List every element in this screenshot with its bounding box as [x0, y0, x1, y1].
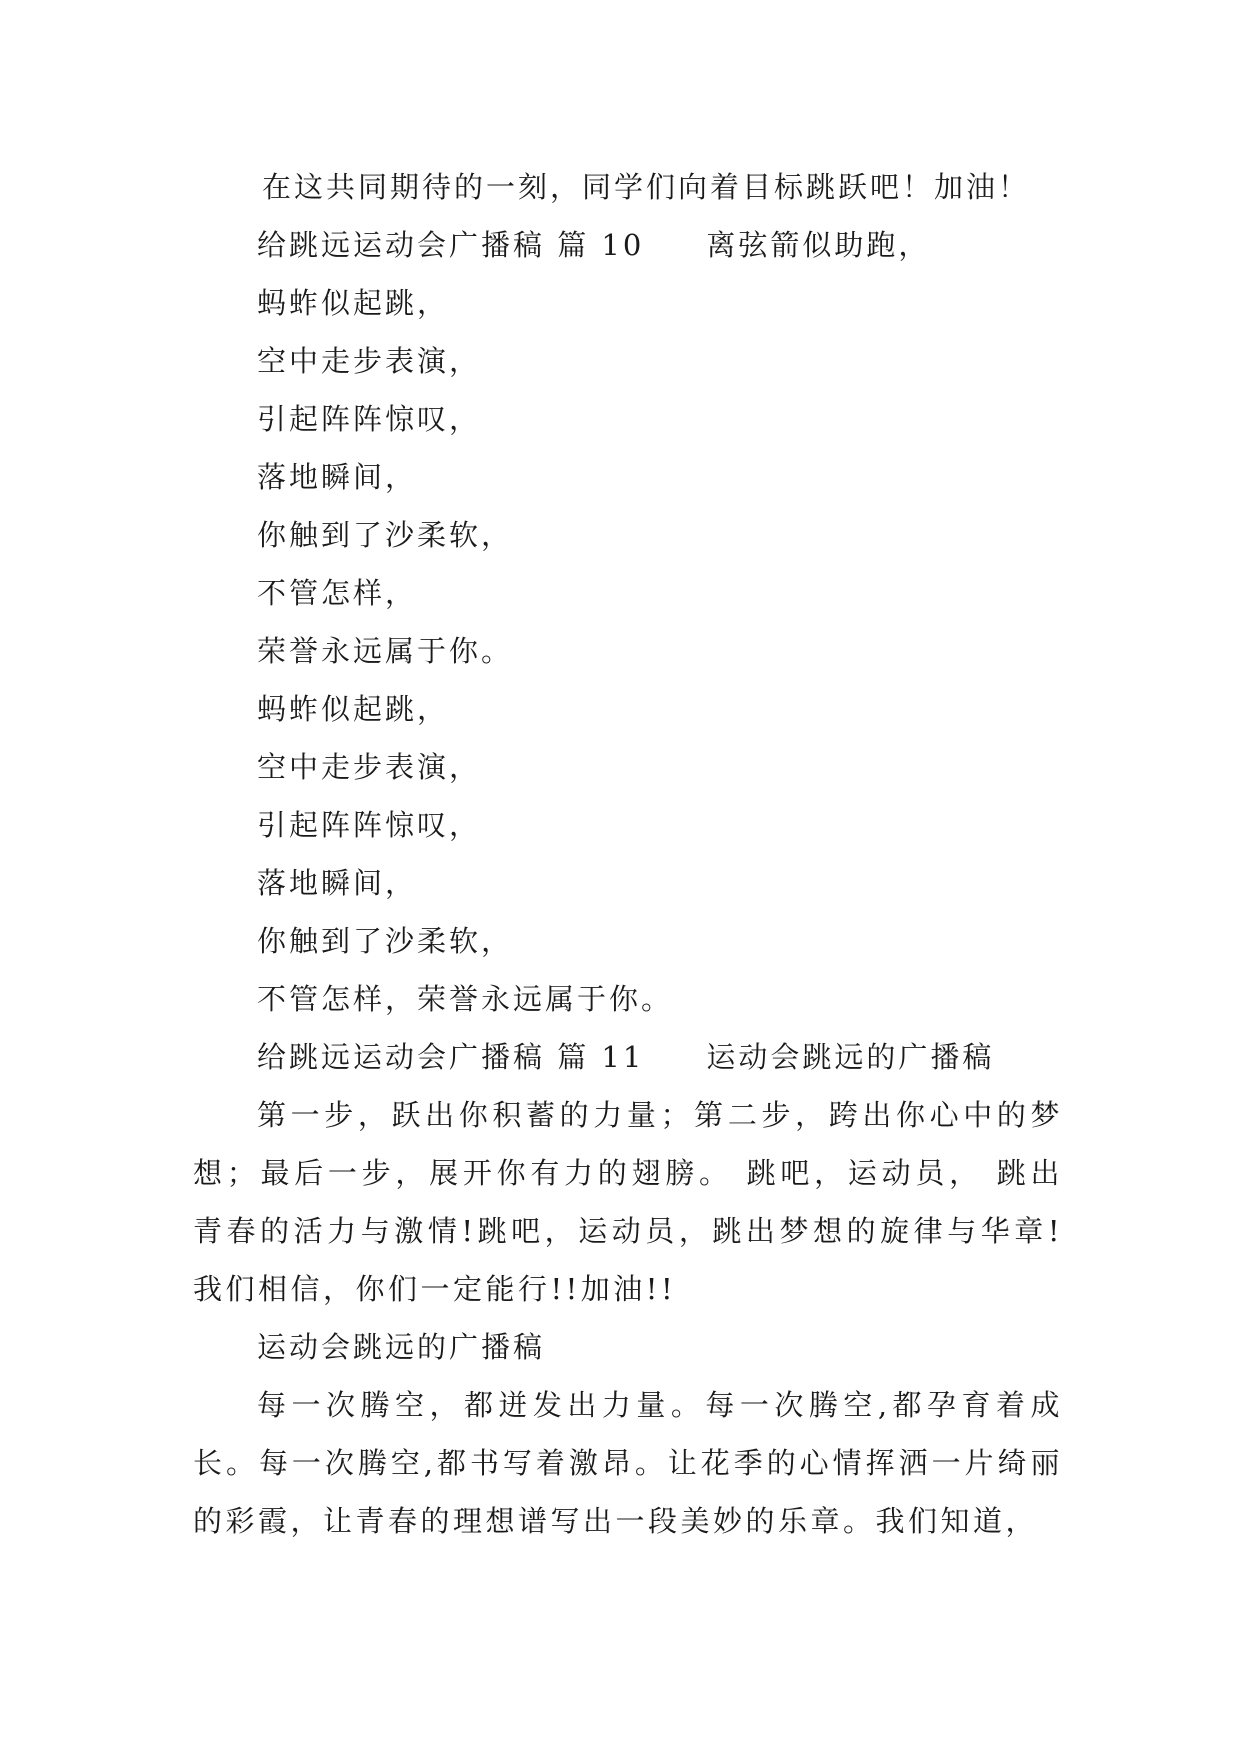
text-line: 落地瞬间，: [257, 866, 418, 900]
section-heading-label: 给跳远运动会广播稿 篇 10: [257, 228, 645, 262]
text-line: 你触到了沙柔软，: [257, 518, 514, 552]
text-line: 荣誉永远属于你。: [257, 634, 514, 668]
section-heading-11: [257, 1037, 994, 1077]
text-line: 运动会跳远的广播稿: [706, 1040, 995, 1074]
section-heading-label: 给跳远运动会广播稿 篇 11: [257, 1040, 645, 1074]
text-line: 运动会跳远的广播稿: [257, 1330, 546, 1364]
body-paragraph: 第一步，跃出你积蓄的力量；第二步，跨出你心中的梦想；最后一步，展开你有力的翅膀。 跳吧，运动员， 跳出青春的活力与激情!跳吧，运动员，跳出梦想的旋律与华章!我们相信，你们一定能行!!加油!!: [193, 1098, 1063, 1306]
text-line: 空中走步表演，: [257, 750, 482, 784]
text-line: 你触到了沙柔软，: [257, 924, 514, 958]
text-line: 离弦箭似助跑，: [706, 228, 931, 262]
text-line: 空中走步表演，: [257, 344, 482, 378]
body-paragraph: 每一次腾空，都迸发出力量。每一次腾空,都孕育着成长。每一次腾空,都书写着激昂。让花季的心情挥洒一片绮丽的彩霞，让青春的理想谱写出一段美妙的乐章。我们知道，: [193, 1388, 1063, 1538]
section-heading-10: [257, 225, 930, 265]
text-line: 不管怎样，荣誉永远属于你。: [257, 982, 674, 1016]
text-line: 蚂蚱似起跳，: [257, 692, 450, 726]
text-line: 蚂蚱似起跳，: [257, 286, 450, 320]
text-line: 引起阵阵惊叹，: [257, 402, 482, 436]
text-line: 不管怎样，: [257, 576, 418, 610]
text-line: 落地瞬间，: [257, 460, 418, 494]
text-line: 引起阵阵惊叹，: [257, 808, 482, 842]
text-line: 在这共同期待的一刻，同学们向着目标跳跃吧！加油！: [262, 170, 1031, 204]
